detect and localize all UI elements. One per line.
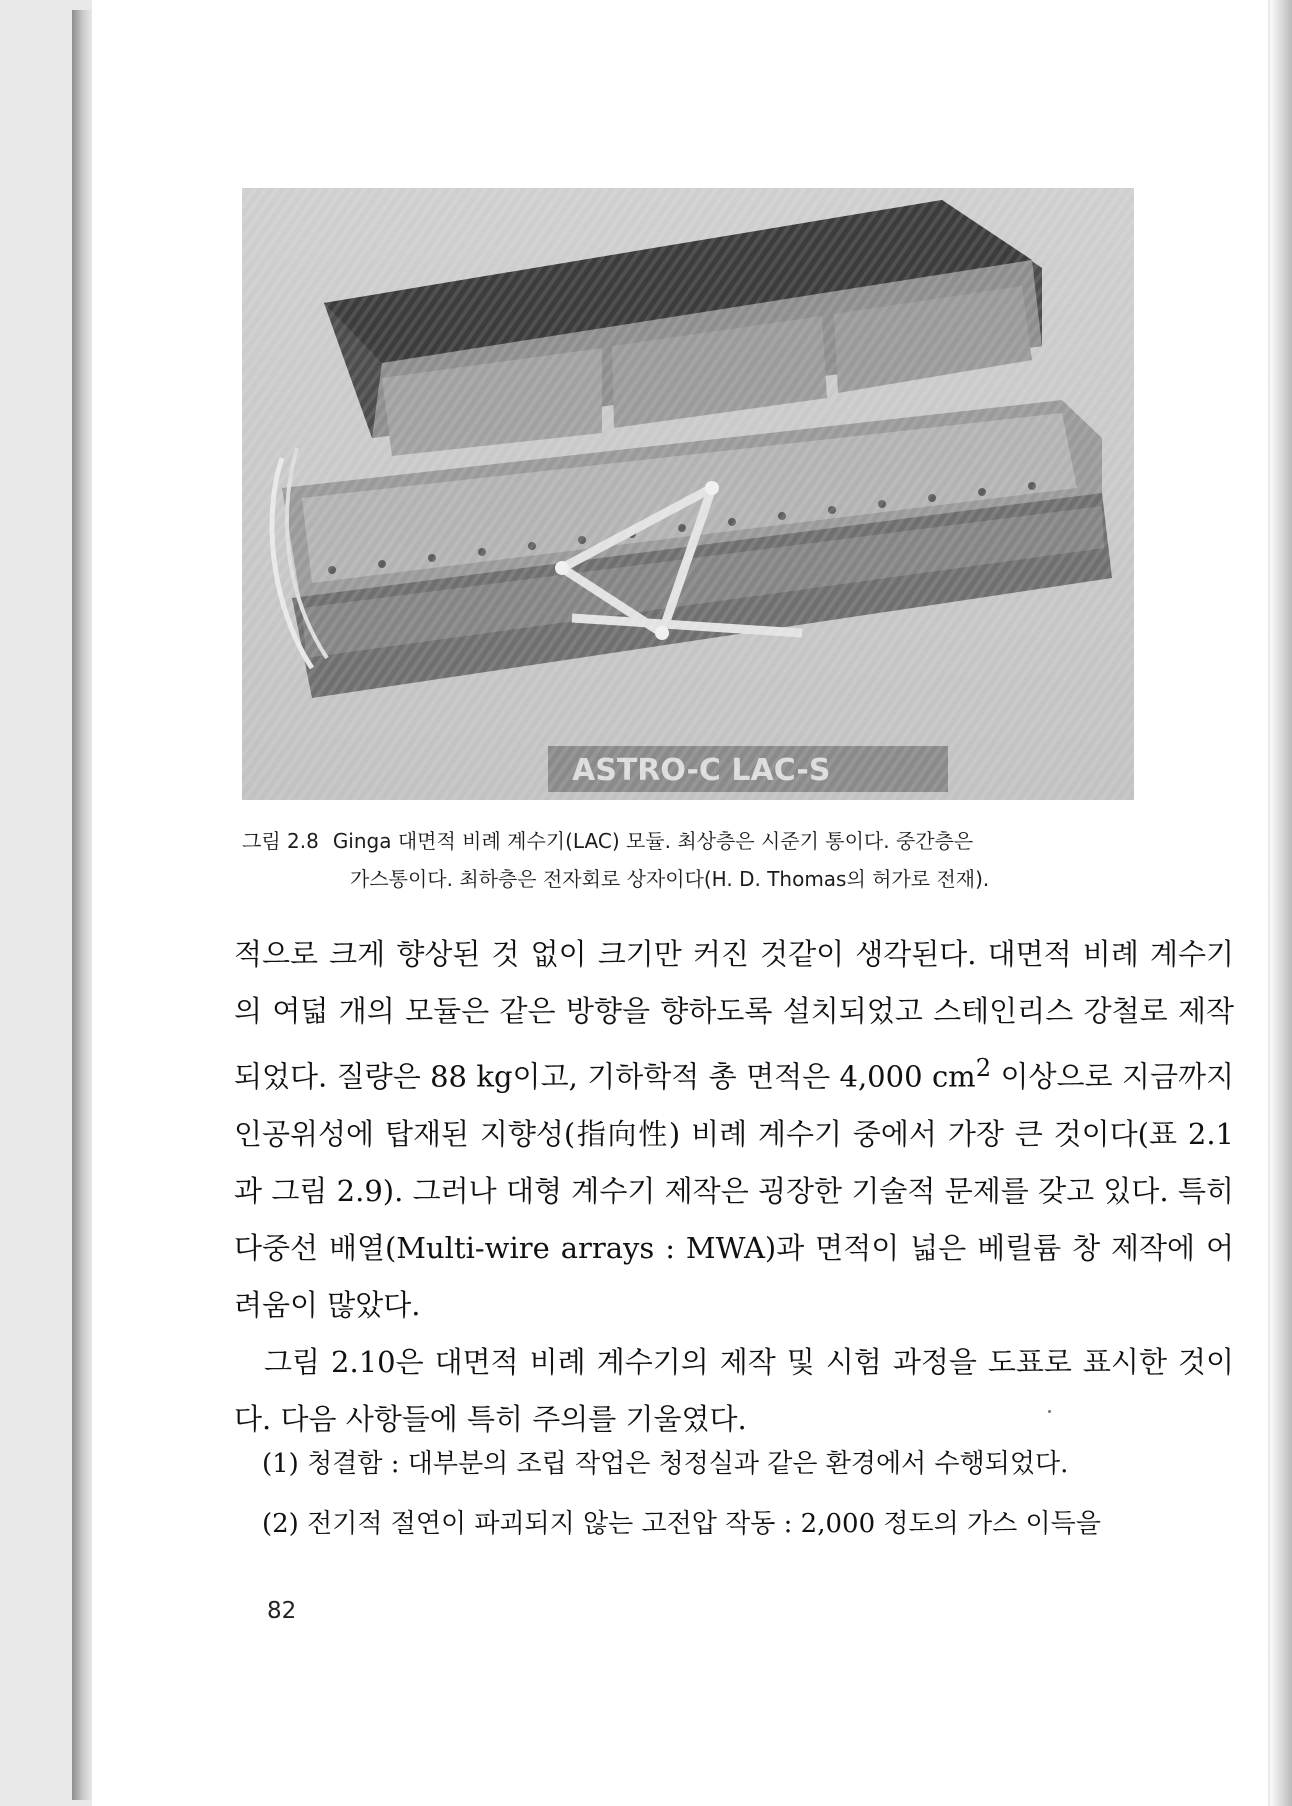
paragraph-1 bbox=[234, 926, 1234, 1334]
superscript-2: 2 bbox=[975, 1054, 992, 1082]
figure-number: 그림 2.8 bbox=[242, 829, 319, 853]
caption-line-2: 가스통이다. 최하층은 전자회로 상자이다(H. D. Thomas의 허가로 전재). bbox=[350, 867, 990, 891]
page-number: 82 bbox=[267, 1598, 297, 1624]
page-edge-right bbox=[1270, 0, 1292, 1806]
list-item: (2) 전기적 절연이 파괴되지 않는 고전압 작동 : 2,000 정도의 가스 이득을 bbox=[262, 1509, 1101, 1539]
figure-caption bbox=[242, 822, 1232, 898]
paragraph-1-text-b: 이상으로 지금까지 인공위성에 탑재된 지향성(指向性) 비례 계수기 중에서 가장 큰 것이다(표 2.1과 그림 2.9). 그러나 대형 계수기 제작은 굉장한 기술적 문제를 갖고 있다. 특히 다중선 배열(Multi-wire arrays : MWA)과 면적이 넓은 베릴륨 창 제작에 어려움이 많았다. bbox=[234, 1059, 1234, 1322]
list-item: (1) 청결함 : 대부분의 조립 작업은 청정실과 같은 환경에서 수행되었다. bbox=[262, 1449, 1069, 1479]
book-page bbox=[92, 0, 1268, 1806]
scan-speck bbox=[1048, 1410, 1051, 1413]
numbered-list bbox=[262, 1434, 1232, 1554]
body-text bbox=[234, 926, 1234, 1448]
paragraph-1-text-a: 적으로 크게 향상된 것 없이 크기만 커진 것같이 생각된다. 대면적 비례 계수기의 여덟 개의 모듈은 같은 방향을 향하도록 설치되었고 스테인리스 강철로 제작되었다. 질량은 88 kg이고, 기하학적 총 면적은 4,000 cm bbox=[234, 937, 1234, 1094]
paragraph-2: 그림 2.10은 대면적 비례 계수기의 제작 및 시험 과정을 도표로 표시한 것이다. 다음 사항들에 특히 주의를 기울였다. bbox=[234, 1344, 1234, 1436]
figure-photo-lac-module bbox=[242, 188, 1134, 800]
caption-line-1: Ginga 대면적 비례 계수기(LAC) 모듈. 최상층은 시준기 통이다. 중간층은 bbox=[332, 829, 974, 853]
